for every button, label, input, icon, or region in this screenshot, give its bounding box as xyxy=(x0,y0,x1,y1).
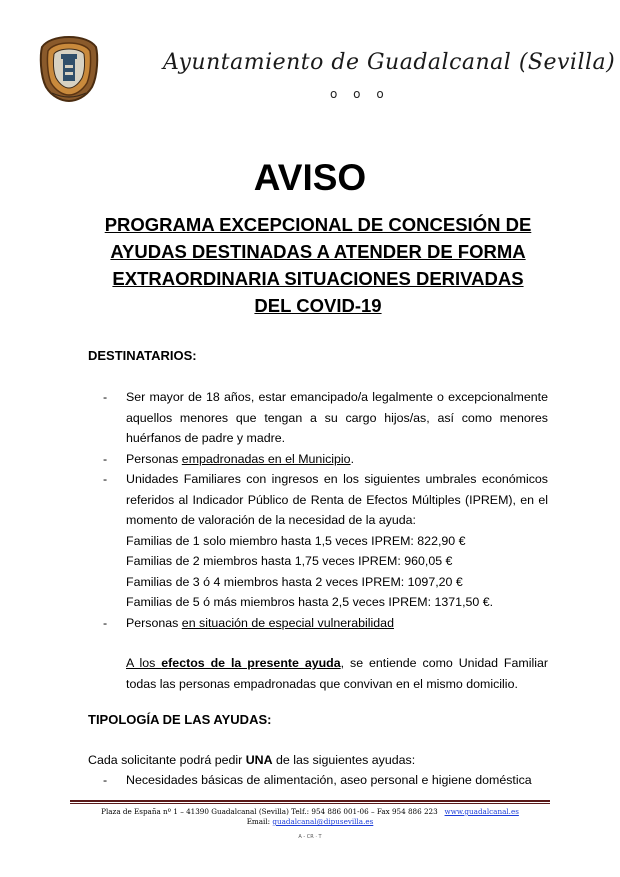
municipal-crest-icon xyxy=(38,35,100,103)
threshold-line: Familias de 2 miembros hasta 1,75 veces IPREM: 960,05 € xyxy=(126,554,453,568)
page-mark: A - CR · T xyxy=(298,834,322,840)
footer-email-link[interactable]: guadalcanal@dipusevilla.es xyxy=(272,817,374,826)
recipient-age-requirement: Ser mayor de 18 años, estar emancipado/a legalmente o excepcionalmente aquellos menores que tengan a su cargo hijos/as, así como menores huérfanos de padre y madre. xyxy=(126,390,548,445)
bullet-dash: - xyxy=(103,390,108,404)
note-rest: , se entiende como Unidad Familiar todas las personas empadronadas que convivan en el mismo domicilio. xyxy=(126,656,548,691)
footer-divider-thin xyxy=(70,803,550,804)
header-ornament: o o o xyxy=(330,87,390,101)
bullet-dash: - xyxy=(103,773,108,787)
aid-types-intro xyxy=(88,750,548,771)
municipality-name: Ayuntamiento de Guadalcanal (Sevilla) xyxy=(163,50,616,75)
list-item xyxy=(103,449,548,470)
registered-prefix: Personas xyxy=(126,451,182,466)
threshold-line: Familias de 5 ó más miembros hasta 2,5 veces IPREM: 1371,50 €. xyxy=(126,595,494,609)
registered-suffix: . xyxy=(350,451,355,466)
income-threshold-text: Unidades Familiares con ingresos en los siguientes umbrales económicos referidos al Indicador Público de Renta de Efectos Múltiples (IPREM), en el momento de valoración de la necesidad de la ayuda: xyxy=(126,472,548,527)
aid-types-heading: TIPOLOGÍA DE LAS AYUDAS: xyxy=(88,712,272,727)
list-item xyxy=(103,387,548,449)
recipients-list xyxy=(103,387,548,694)
program-title-line: DEL COVID-19 xyxy=(254,295,382,316)
program-title-line: AYUDAS DESTINADAS A ATENDER DE FORMA xyxy=(110,241,526,262)
intro-bold: UNA xyxy=(245,753,273,767)
bullet-dash: - xyxy=(103,472,108,486)
vulnerability-prefix: Personas xyxy=(126,615,182,630)
family-unit-note xyxy=(103,653,548,694)
program-title-line: EXTRAORDINARIA SITUACIONES DERIVADAS xyxy=(112,268,524,289)
registered-underlined: empadronadas en el Municipio xyxy=(181,451,351,466)
vulnerability-underlined: en situación de especial vulnerabilidad xyxy=(181,615,394,630)
program-title-line: PROGRAMA EXCEPCIONAL DE CONCESIÓN DE xyxy=(104,214,532,235)
note-bold: efectos de la presente ayuda xyxy=(161,656,341,670)
intro-prefix: Cada solicitante podrá pedir xyxy=(88,753,246,767)
program-title xyxy=(96,211,540,319)
notice-title: AVISO xyxy=(253,157,367,198)
page-footer xyxy=(70,807,550,827)
footer-email-label: Email: xyxy=(246,817,273,826)
aid-basic-needs: Necesidades básicas de alimentación, aseo personal e higiene doméstica xyxy=(126,773,532,787)
recipients-heading: DESTINATARIOS: xyxy=(88,348,197,363)
bullet-dash: - xyxy=(103,451,108,466)
footer-address: Plaza de España nº 1 – 41390 Guadalcanal (Sevilla) Telf.: 954 886 001-06 – Fax 954 886 223 xyxy=(101,807,438,816)
list-item xyxy=(103,770,548,791)
footer-divider xyxy=(70,800,550,802)
list-item xyxy=(103,613,548,634)
bullet-dash: - xyxy=(103,615,108,630)
intro-suffix: de las siguientes ayudas: xyxy=(272,753,416,767)
footer-address-line xyxy=(70,807,550,817)
aid-types-list xyxy=(103,770,548,791)
threshold-line: Familias de 1 solo miembro hasta 1,5 veces IPREM: 822,90 € xyxy=(126,533,466,548)
list-item xyxy=(103,469,548,613)
note-prefix: A los xyxy=(126,656,162,670)
footer-website-link[interactable]: www.guadalcanal.es xyxy=(444,807,519,816)
threshold-line: Familias de 3 ó 4 miembros hasta 2 veces IPREM: 1097,20 € xyxy=(126,574,463,589)
footer-email-line xyxy=(70,817,550,827)
